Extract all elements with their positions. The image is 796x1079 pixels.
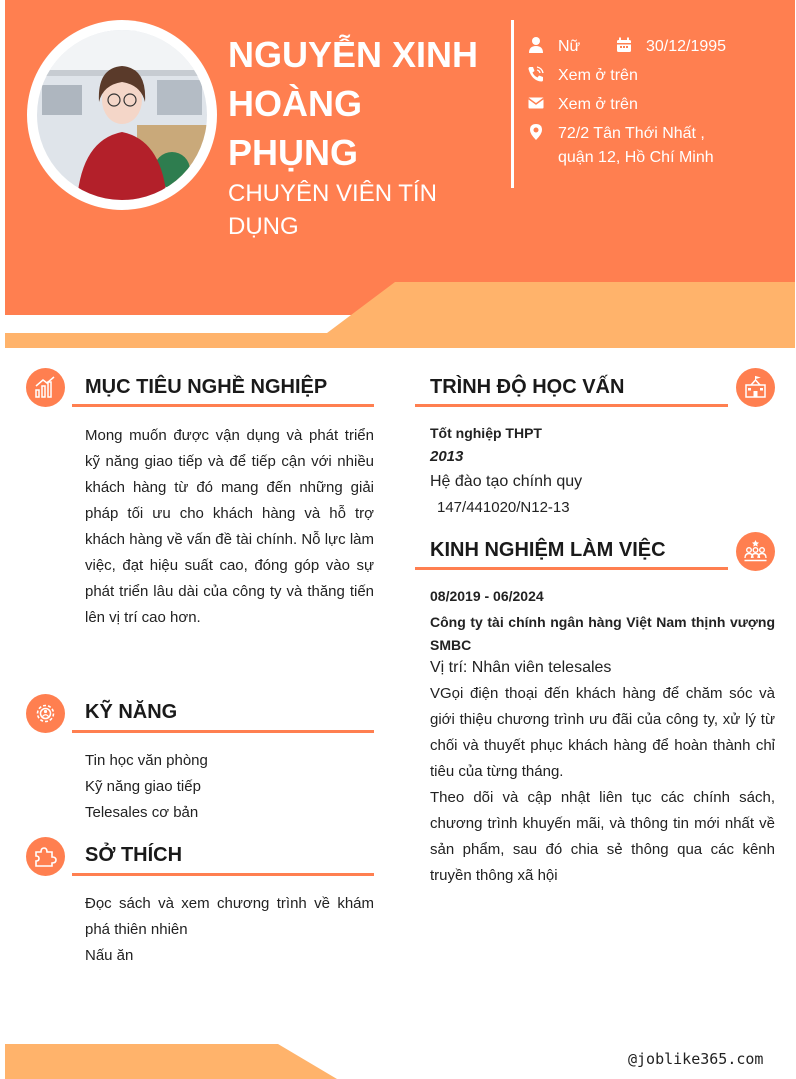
education-school: Tốt nghiệp THPT	[430, 425, 542, 441]
team-icon	[736, 532, 775, 571]
address-text: 72/2 Tân Thới Nhất , quận 12, Hồ Chí Minh	[558, 125, 714, 166]
gender-text: Nữ	[558, 38, 581, 55]
avatar	[37, 30, 207, 200]
puzzle-icon	[26, 837, 65, 876]
gear-icon	[26, 694, 65, 733]
location-icon	[527, 123, 545, 141]
skill-item: Tin học văn phòng	[85, 752, 208, 769]
education-heading: TRÌNH ĐỘ HỌC VẤN	[430, 376, 625, 398]
objective-divider	[72, 404, 374, 407]
experience-divider	[415, 567, 728, 570]
birthday-text: 30/12/1995	[646, 38, 727, 55]
hobby-item: Đọc sách và xem chương trình về khám phá thiên nhiên	[85, 895, 374, 938]
experience-heading: KINH NGHIỆM LÀM VIỆC	[430, 539, 666, 561]
education-code: 147/441020/N12-13	[437, 499, 570, 516]
phone-icon	[527, 65, 545, 83]
user-icon	[527, 36, 545, 54]
experience-duty: Theo dõi và cập nhật liên tục các chính sách, chương trình khuyến mãi, và thông tin mới nhất về sản phẩm, sau đó chia sẻ thông qua các kênh truyền thông xã hội	[430, 789, 775, 884]
experience-duty: VGọi điện thoại đến khách hàng để chăm sóc và giới thiệu chương trình ưu đãi của công ty, xử lý từ chối và thuyết phục khách hàng để hoàn thành chỉ tiêu của từng tháng.	[430, 685, 775, 780]
education-program: Hệ đào tạo chính quy	[430, 473, 583, 490]
hobbies-heading: SỞ THÍCH	[85, 844, 183, 866]
skill-item: Telesales cơ bản	[85, 804, 199, 821]
experience-company: Công ty tài chính ngân hàng Việt Nam thịnh vượng SMBC	[430, 614, 775, 653]
footer-decoration	[5, 1044, 345, 1079]
objective-text: Mong muốn được vận dụng và phát triển kỹ năng giao tiếp và để tiếp cận với nhiều khách hàng từ đó mang đến những giải pháp tối ưu cho khách hàng và hỗ trợ khách hàng về vấn đề tài chính. Nỗ lực làm việc, đạt hiệu suất cao, đóng góp vào sự phát triển lâu dài của công ty và thăng tiến lên vị trí cao hơn.	[85, 427, 374, 626]
phone-text: Xem ở trên	[558, 67, 638, 84]
mail-icon	[527, 94, 545, 112]
objective-heading: MỤC TIÊU NGHỀ NGHIỆP	[85, 376, 328, 398]
education-year: 2013	[430, 448, 464, 465]
header	[5, 0, 795, 348]
footer-handle: @joblike365.com	[628, 1050, 764, 1068]
hobbies-divider	[72, 873, 374, 876]
experience-period: 08/2019 - 06/2024	[430, 588, 544, 604]
chart-icon	[26, 368, 65, 407]
experience-position: Vị trí: Nhân viên telesales	[430, 659, 612, 676]
hobby-item: Nấu ăn	[85, 947, 134, 964]
job-title: CHUYÊN VIÊN TÍN DỤNG	[228, 180, 437, 240]
avatar-frame	[27, 20, 217, 210]
education-divider	[415, 404, 728, 407]
candidate-name: NGUYỄN XINH HOÀNG PHỤNG	[228, 34, 479, 173]
email-text: Xem ở trên	[558, 96, 638, 113]
skill-item: Kỹ năng giao tiếp	[85, 778, 201, 795]
school-icon	[736, 368, 775, 407]
calendar-icon	[615, 36, 633, 54]
skills-divider	[72, 730, 374, 733]
header-divider	[511, 20, 514, 188]
skills-heading: KỸ NĂNG	[85, 701, 178, 723]
